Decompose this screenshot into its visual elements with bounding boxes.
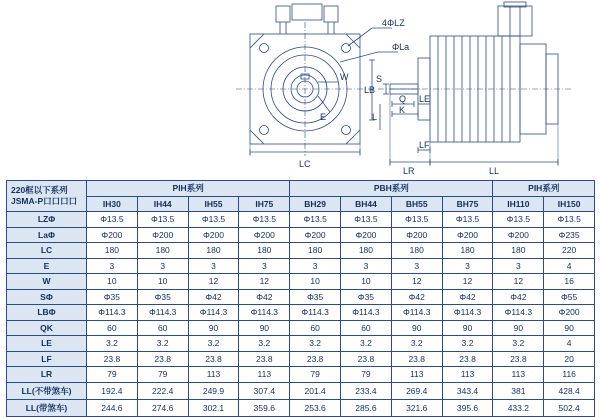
cell: Φ200 [290, 227, 341, 243]
cell: 3.2 [87, 336, 138, 352]
cell: 60 [87, 320, 138, 336]
cell: Φ13.5 [442, 212, 493, 228]
cell: 3.2 [137, 336, 188, 352]
cell: Φ13.5 [137, 212, 188, 228]
label-lr: LR [403, 166, 415, 176]
cell: Φ114.3 [290, 305, 341, 321]
cell: 3 [137, 258, 188, 274]
cell: 3 [341, 258, 392, 274]
cell: 3.2 [188, 336, 239, 352]
cell: 12 [188, 274, 239, 290]
row-label-ll-no-brake: LL(不带煞车) [7, 382, 87, 399]
cell: 60 [341, 320, 392, 336]
cell: 23.8 [188, 351, 239, 367]
cell: 253.6 [290, 399, 341, 416]
table-row [7, 243, 595, 259]
table-corner-header [7, 181, 87, 212]
cell: 23.8 [341, 351, 392, 367]
cell: 192.4 [87, 382, 138, 399]
cell: 180 [391, 243, 442, 259]
table-row [7, 382, 595, 399]
cell: 502.4 [544, 399, 595, 416]
table-row [7, 351, 595, 367]
cell: 274.6 [137, 399, 188, 416]
cell: 12 [493, 274, 544, 290]
table-body [7, 212, 595, 417]
table-row [7, 367, 595, 383]
cell: Φ13.5 [290, 212, 341, 228]
cell: 23.8 [239, 351, 290, 367]
cell: Φ200 [87, 227, 138, 243]
cell: 180 [239, 243, 290, 259]
label-s: S [376, 74, 383, 84]
cell: 79 [341, 367, 392, 383]
cell: 10 [290, 274, 341, 290]
cell: Φ13.5 [341, 212, 392, 228]
cell: Φ200 [188, 227, 239, 243]
cell: 23.8 [493, 351, 544, 367]
label-4philz: 4ΦLZ [382, 18, 405, 28]
table-head [7, 181, 595, 212]
label-lb: LB [364, 85, 376, 95]
cell: 3 [239, 258, 290, 274]
cell: Φ114.3 [87, 305, 138, 321]
cell: 20 [544, 351, 595, 367]
table-row [7, 305, 595, 321]
row-label-lb: LBΦ [7, 305, 87, 321]
drawing-svg [0, 0, 600, 176]
cell: 249.9 [188, 382, 239, 399]
col-header-ih44: IH44 [137, 196, 188, 212]
cell: 233.4 [341, 382, 392, 399]
cell: 321.6 [391, 399, 442, 416]
dimension-table [6, 180, 595, 417]
cell: Φ114.3 [391, 305, 442, 321]
cell: 220 [544, 243, 595, 259]
cell: Φ35 [87, 289, 138, 305]
cell: 222.4 [137, 382, 188, 399]
cell: 12 [239, 274, 290, 290]
label-ll: LL [489, 166, 500, 176]
cell: Φ13.5 [391, 212, 442, 228]
cell: Φ114.3 [442, 305, 493, 321]
label-lc: LC [299, 159, 311, 169]
cell: Φ200 [391, 227, 442, 243]
cell: 343.4 [442, 382, 493, 399]
cell: 180 [341, 243, 392, 259]
cell: 269.4 [391, 382, 442, 399]
table-row [7, 274, 595, 290]
cell: Φ114.3 [493, 305, 544, 321]
cell: 433.2 [493, 399, 544, 416]
col-header-bh29: BH29 [290, 196, 341, 212]
row-label-qk: QK [7, 320, 87, 336]
col-header-ih110: IH110 [493, 196, 544, 212]
cell: 113 [239, 367, 290, 383]
cell: 4 [544, 258, 595, 274]
cell: 113 [493, 367, 544, 383]
cell: 3 [188, 258, 239, 274]
cell: 180 [442, 243, 493, 259]
col-header-ih55: IH55 [188, 196, 239, 212]
cell: 79 [87, 367, 138, 383]
table-row [7, 212, 595, 228]
cell: Φ35 [341, 289, 392, 305]
cell: 16 [544, 274, 595, 290]
cell: 244.6 [87, 399, 138, 416]
cell: Φ13.5 [493, 212, 544, 228]
cell: 60 [290, 320, 341, 336]
cell: 90 [442, 320, 493, 336]
cell: 10 [87, 274, 138, 290]
cell: 79 [137, 367, 188, 383]
row-label-le: LE [7, 336, 87, 352]
cell: 23.8 [87, 351, 138, 367]
cell: 10 [341, 274, 392, 290]
cell: 23.8 [442, 351, 493, 367]
table-row [7, 289, 595, 305]
table-row [7, 258, 595, 274]
cell: Φ200 [137, 227, 188, 243]
label-lf: LF [419, 140, 430, 150]
cell: 180 [87, 243, 138, 259]
column-header-row [7, 196, 595, 212]
label-e: E [320, 112, 327, 122]
corner-line-1: 220框以下系列 [11, 185, 68, 195]
cell: Φ13.5 [188, 212, 239, 228]
table-row [7, 227, 595, 243]
label-w: W [340, 72, 349, 82]
row-label-lc: LC [7, 243, 87, 259]
cell: 428.4 [544, 382, 595, 399]
cell: 307.4 [239, 382, 290, 399]
cell: 113 [442, 367, 493, 383]
cell: 12 [391, 274, 442, 290]
cell: 90 [544, 320, 595, 336]
cell: Φ114.3 [137, 305, 188, 321]
cell: Φ200 [493, 227, 544, 243]
cell: Φ55 [544, 289, 595, 305]
cell: 3 [391, 258, 442, 274]
dimension-table-wrap [6, 180, 594, 417]
group-header-pih-2: PIH系列 [493, 181, 595, 197]
group-header-pbh: PBH系列 [290, 181, 493, 197]
cell: 180 [137, 243, 188, 259]
row-label-e: E [7, 258, 87, 274]
cell: 113 [391, 367, 442, 383]
cell: 90 [239, 320, 290, 336]
cell: Φ13.5 [87, 212, 138, 228]
cell: 3.2 [493, 336, 544, 352]
cell: Φ42 [442, 289, 493, 305]
row-label-s: SΦ [7, 289, 87, 305]
label-le: LE [419, 94, 431, 104]
cell: Φ200 [239, 227, 290, 243]
col-header-ih75: IH75 [239, 196, 290, 212]
cell: 79 [290, 367, 341, 383]
row-label-w: W [7, 274, 87, 290]
cell: 285.6 [341, 399, 392, 416]
cell: 23.8 [137, 351, 188, 367]
label-q: Q [399, 94, 407, 104]
cell: Φ42 [493, 289, 544, 305]
cell: 3 [493, 258, 544, 274]
cell: Φ35 [290, 289, 341, 305]
cell: 4 [544, 336, 595, 352]
cell: Φ42 [239, 289, 290, 305]
row-label-ll-with-brake: LL(带煞车) [7, 399, 87, 416]
cell: 113 [188, 367, 239, 383]
group-header-pih-1: PIH系列 [87, 181, 290, 197]
cell: 12 [442, 274, 493, 290]
cell: 3.2 [442, 336, 493, 352]
col-header-ih150: IH150 [544, 196, 595, 212]
cell: Φ200 [442, 227, 493, 243]
table-row [7, 399, 595, 416]
cell: 201.4 [290, 382, 341, 399]
cell: Φ13.5 [544, 212, 595, 228]
corner-line-2: JSMA-P口口口口 [11, 196, 78, 206]
cell: 3.2 [290, 336, 341, 352]
cell: Φ35 [137, 289, 188, 305]
label-k: K [399, 105, 406, 115]
cell: Φ13.5 [239, 212, 290, 228]
cell: 3.2 [239, 336, 290, 352]
label-l: L [372, 112, 378, 122]
cell: 23.8 [391, 351, 442, 367]
col-header-bh75: BH75 [442, 196, 493, 212]
cell: Φ114.3 [188, 305, 239, 321]
cell: 3 [290, 258, 341, 274]
col-header-bh55: BH55 [391, 196, 442, 212]
cell: 3.2 [391, 336, 442, 352]
cell: Φ200 [341, 227, 392, 243]
cell: 395.6 [442, 399, 493, 416]
cell: 60 [137, 320, 188, 336]
cell: Φ42 [391, 289, 442, 305]
cell: 3.2 [341, 336, 392, 352]
row-label-lr: LR [7, 367, 87, 383]
cell: Φ114.3 [239, 305, 290, 321]
cell: Φ114.3 [341, 305, 392, 321]
label-phila: ΦLa [392, 42, 410, 52]
cell: Φ42 [188, 289, 239, 305]
cell: 3 [87, 258, 138, 274]
row-label-la: LaΦ [7, 227, 87, 243]
cell: 180 [188, 243, 239, 259]
row-label-lz: LZΦ [7, 212, 87, 228]
cell: 10 [137, 274, 188, 290]
group-header-row [7, 181, 595, 197]
cell: Φ235 [544, 227, 595, 243]
cell: 116 [544, 367, 595, 383]
row-label-lf: LF [7, 351, 87, 367]
cell: 302.1 [188, 399, 239, 416]
cell: 381 [493, 382, 544, 399]
table-row [7, 320, 595, 336]
cell: 90 [391, 320, 442, 336]
cell: 90 [188, 320, 239, 336]
cell: 23.8 [290, 351, 341, 367]
cell: 180 [493, 243, 544, 259]
cell: Φ200 [544, 305, 595, 321]
cell: 180 [290, 243, 341, 259]
col-header-ih30: IH30 [87, 196, 138, 212]
cell: 3 [442, 258, 493, 274]
col-header-bh44: BH44 [341, 196, 392, 212]
cell: 90 [493, 320, 544, 336]
cell: 359.6 [239, 399, 290, 416]
motor-dimension-drawing [0, 0, 600, 176]
table-row [7, 336, 595, 352]
